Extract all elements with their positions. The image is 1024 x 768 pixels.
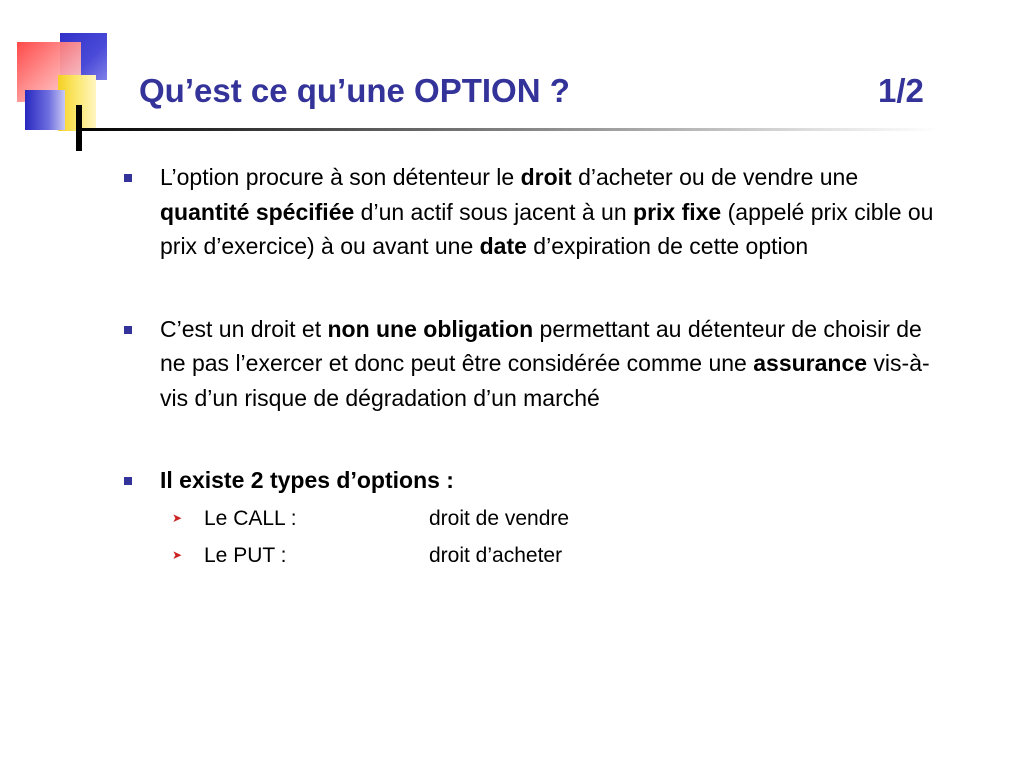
sub-item-value: droit de vendre: [429, 506, 570, 530]
bullet-item-option-types: [120, 463, 950, 574]
bullet-text: permettant au détenteur de choisir de ne pas l’exercer et donc peut être considérée comme une: [160, 315, 922, 376]
bullet-heading: Il existe 2 types d’options :: [160, 467, 454, 493]
bullet-text: d’expiration de cette option: [526, 233, 809, 259]
sub-item-label: Le PUT :: [204, 543, 287, 567]
arrow-bullet-icon: ➤: [172, 547, 183, 562]
bullet-text: d’acheter ou de vendre une: [571, 164, 859, 190]
title-divider: [80, 128, 940, 131]
logo-blue-square-bottom: [25, 90, 65, 130]
slide-title: Qu’est ce qu’une OPTION ?: [139, 72, 570, 109]
bullet-emphasis: quantité spécifiée: [160, 198, 355, 225]
bullet-emphasis: non une obligation: [327, 315, 534, 342]
bullet-text: vis-à-vis d’un risque de dégradation d’un marché: [160, 350, 930, 411]
arrow-bullet-icon: ➤: [172, 510, 183, 525]
bullet-text: (appelé prix cible ou prix d’exercice) à ou avant une: [160, 198, 934, 259]
sub-item-call: [160, 500, 950, 537]
bullet-emphasis: date: [479, 233, 527, 259]
bullet-text: C’est un droit et: [160, 315, 328, 342]
bullet-list: [120, 160, 950, 574]
bullet-item-option-definition: [120, 160, 950, 264]
logo-decoration: [0, 0, 120, 160]
page-number: 1/2: [878, 72, 924, 109]
sub-item-put: [160, 537, 950, 574]
sub-item-value: droit d’acheter: [429, 543, 563, 567]
bullet-emphasis: droit: [520, 164, 572, 190]
bullet-text: L’option procure à son détenteur le: [160, 164, 521, 190]
sub-bullet-list: [160, 500, 950, 574]
bullet-emphasis: assurance: [753, 350, 868, 376]
bullet-text: d’un actif sous jacent à un: [354, 198, 634, 225]
bullet-emphasis: prix fixe: [633, 198, 722, 225]
sub-item-label: Le CALL :: [204, 506, 297, 530]
bullet-item-right-not-obligation: [120, 312, 950, 416]
